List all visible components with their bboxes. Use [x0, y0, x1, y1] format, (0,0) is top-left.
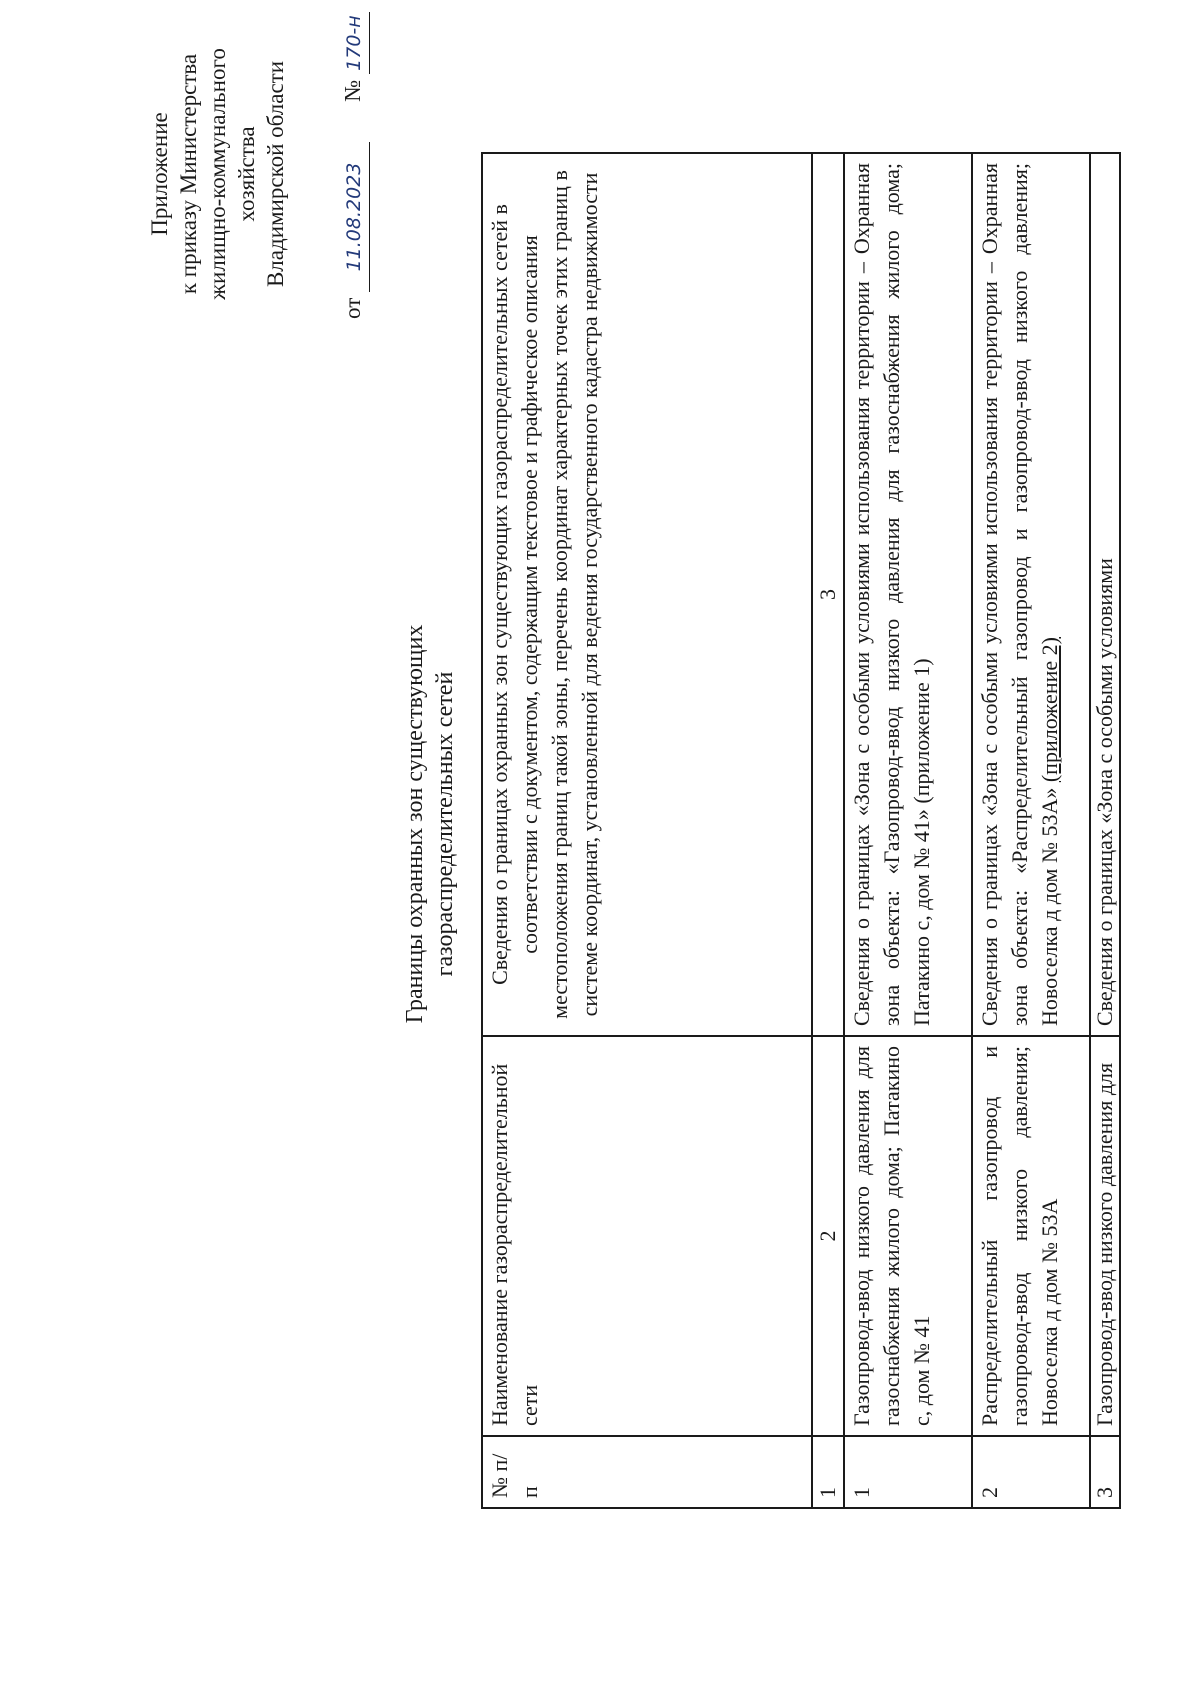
appendix-header [145, 14, 370, 334]
row-3-number: 3 [1090, 1436, 1120, 1508]
row-2-number: 2 [972, 1436, 1090, 1508]
column-numbers-row [812, 153, 844, 1508]
order-date-handwritten: 11.08.2023 [340, 142, 370, 292]
header-line-2: к приказу Министерства [176, 53, 201, 295]
title-line-1: Границы охранных зон существующих [402, 624, 428, 1024]
order-number-handwritten: 170-н [340, 12, 370, 74]
row-3-network-name: Газопровод-ввод низкого давления для [1090, 1036, 1120, 1436]
table-row [1090, 153, 1120, 1508]
row-1-network-name: Газопровод-ввод низкого давления для газоснабжения жилого дома; Патакино с, дом № 41 [844, 1036, 972, 1436]
table-row [844, 153, 972, 1508]
table-row [972, 153, 1090, 1508]
row-2-zone-info [972, 153, 1090, 1036]
row-1-number: 1 [844, 1436, 972, 1508]
row-1-zone-info: Сведения о границах «Зона с особыми условиями использования территории – Охранная зона объекта: «Газопровод-ввод низкого давления для газоснабжения жилого дома; Патакино с, дом № 41» (приложение 1) [844, 153, 972, 1036]
header-number-cell: № п/п [482, 1436, 812, 1508]
table-header-row [482, 153, 812, 1508]
header-line-3: жилищно-коммунального хозяйства [205, 48, 259, 300]
document-title [400, 544, 460, 1104]
title-line-2: газораспределительных сетей [432, 671, 458, 977]
number-prefix: № [340, 79, 365, 102]
row-2-network-name: Распределительный газопровод и газопровод-ввод низкого давления; Новоселка д дом № 53А [972, 1036, 1090, 1436]
column-number-3: 3 [812, 153, 844, 1036]
row-2-zone-info-text: Сведения о границах «Зона с особыми условиями использования территории – Охранная зона объекта: «Распределительный газопровод и газопровод-ввод низкого давления; Новоселка д дом № 53А» [977, 163, 1062, 1026]
header-line-1: Приложение [147, 112, 172, 236]
header-network-name-cell: Наименование газораспределительной сети [482, 1036, 812, 1436]
row-3-zone-info: Сведения о границах «Зона с особыми условиями [1090, 153, 1120, 1036]
header-line-4: Владимирской области [263, 60, 288, 288]
order-date-line [338, 14, 370, 334]
protection-zones-table [481, 152, 1121, 1509]
row-2-appendix-reference: (приложение 2) [1037, 637, 1062, 783]
column-number-2: 2 [812, 1036, 844, 1436]
date-prefix: от [340, 297, 365, 319]
column-number-1: 1 [812, 1436, 844, 1508]
header-zone-info-cell: Сведения о границах охранных зон существующих газораспределительных сетей в соответствии с документом, содержащим текстовое и графическое описания местоположения границ такой зоны, перечень координат характерных точек этих границ в системе координат, установленной для ведения государственного кадастра недвижимости [482, 153, 812, 1036]
